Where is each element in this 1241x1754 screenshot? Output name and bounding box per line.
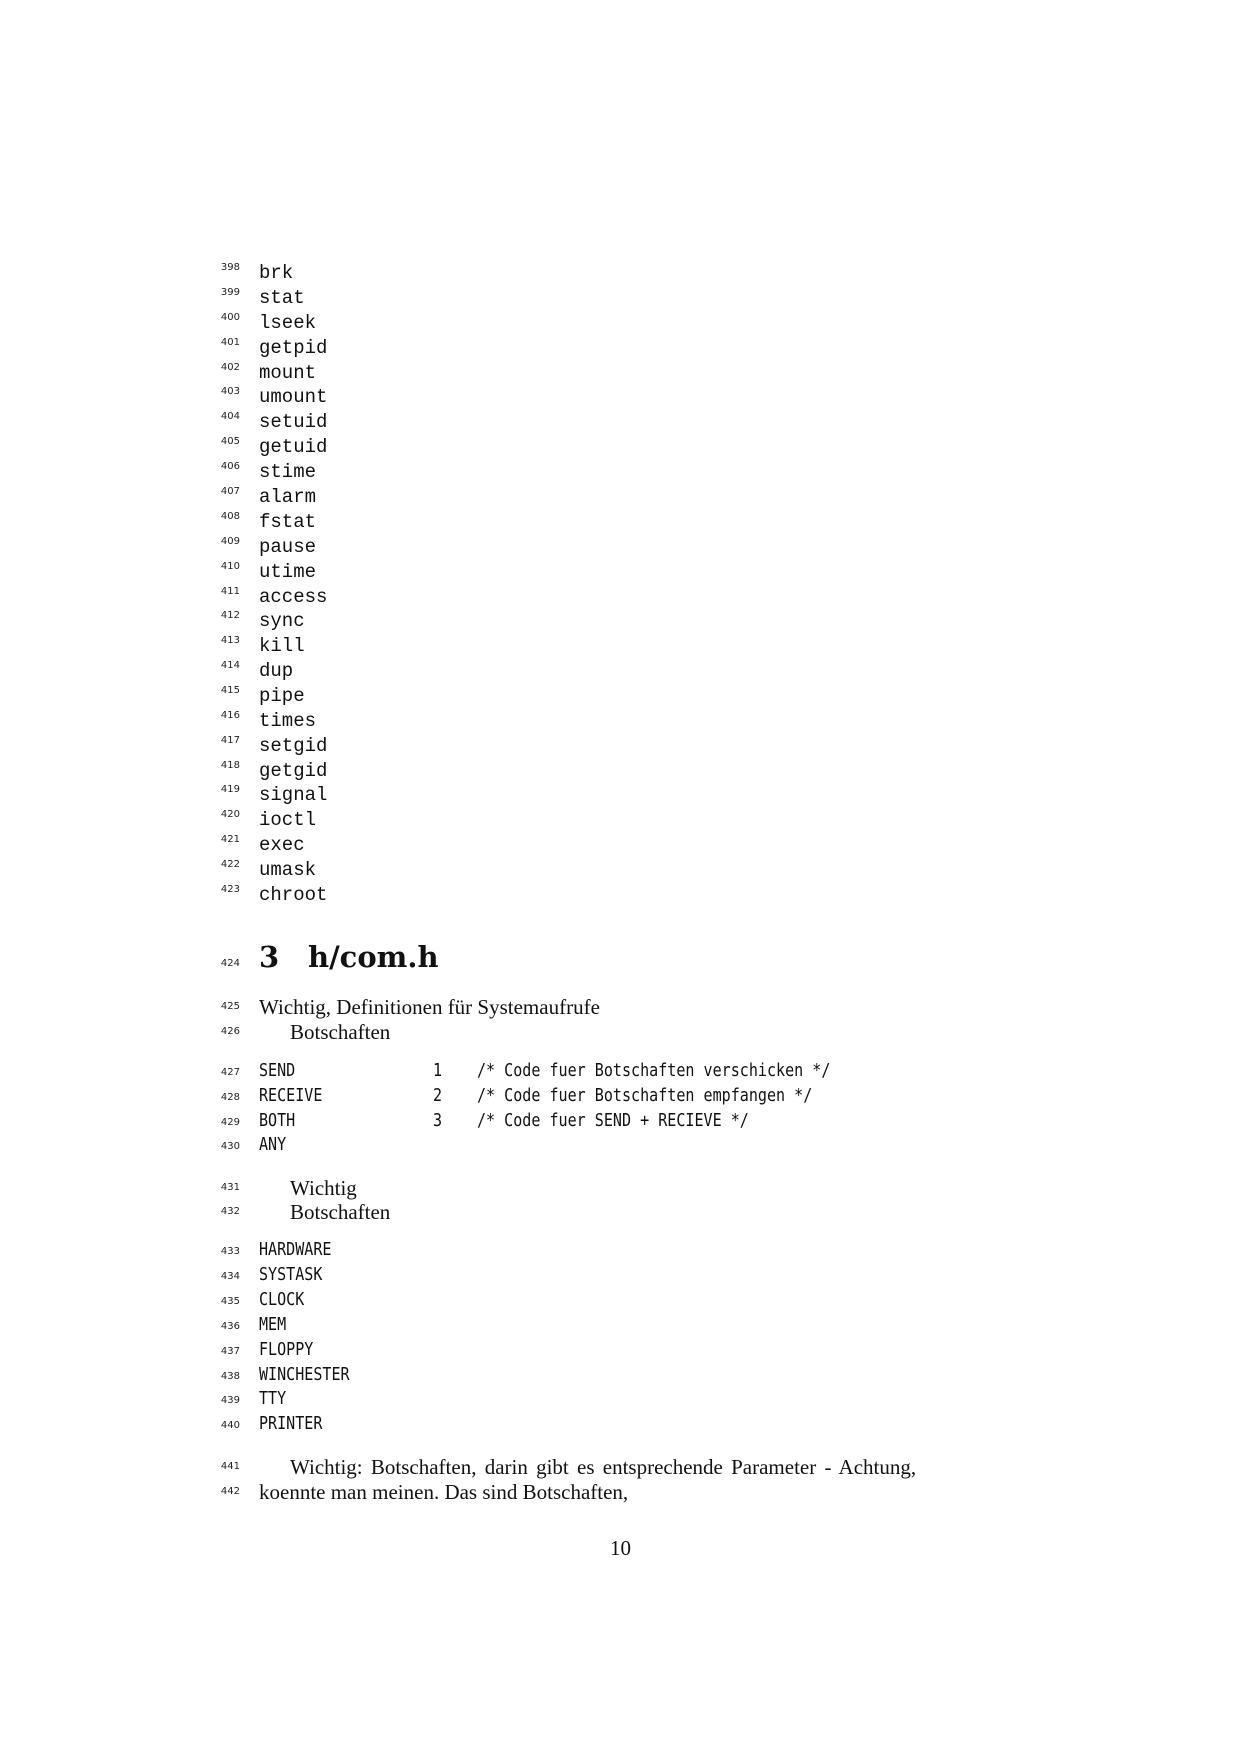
line-number: 417	[220, 735, 240, 746]
code-line	[0, 511, 1241, 536]
section-heading	[0, 940, 1241, 980]
code-line	[0, 262, 1241, 287]
code-text: ioctl	[259, 809, 317, 831]
line-number: 418	[220, 760, 240, 771]
line-number: 423	[220, 884, 240, 895]
code-line	[0, 362, 1241, 387]
task-line	[0, 1290, 1241, 1315]
code-text: mount	[259, 362, 317, 384]
define-line	[0, 1061, 1241, 1086]
code-line	[0, 337, 1241, 362]
code-line	[0, 386, 1241, 411]
code-line	[0, 561, 1241, 586]
define-name: RECEIVE	[259, 1086, 323, 1106]
code-text: umount	[259, 386, 328, 408]
text-line	[0, 1176, 1241, 1201]
code-text: pipe	[259, 685, 305, 707]
task-line	[0, 1340, 1241, 1365]
code-text: umask	[259, 859, 317, 881]
line-number: 436	[220, 1321, 240, 1332]
task-name: PRINTER	[259, 1414, 323, 1434]
line-number: 405	[220, 436, 240, 447]
task-name: SYSTASK	[259, 1265, 323, 1285]
code-line	[0, 536, 1241, 561]
code-line	[0, 884, 1241, 909]
note-text: Wichtig	[290, 1176, 357, 1200]
line-number: 440	[220, 1420, 240, 1431]
task-name: TTY	[259, 1389, 287, 1409]
code-text: setuid	[259, 411, 328, 433]
line-number: 416	[220, 710, 240, 721]
paragraph-line	[0, 1480, 1241, 1505]
code-line	[0, 287, 1241, 312]
code-text: chroot	[259, 884, 328, 906]
code-text: kill	[259, 635, 305, 657]
intro-text: Botschaften	[290, 1020, 391, 1044]
line-number: 411	[220, 586, 240, 597]
line-number: 404	[220, 411, 240, 422]
line-number: 425	[220, 1001, 240, 1012]
line-number: 439	[220, 1395, 240, 1406]
line-number: 398	[220, 262, 240, 273]
line-number: 402	[220, 362, 240, 373]
section-title: h/com.h	[308, 940, 439, 974]
task-line	[0, 1315, 1241, 1340]
line-number: 431	[220, 1182, 240, 1193]
code-line	[0, 809, 1241, 834]
code-line	[0, 586, 1241, 611]
text-line	[0, 995, 1241, 1020]
code-text: stime	[259, 461, 317, 483]
code-text: pause	[259, 536, 317, 558]
code-text: getuid	[259, 436, 328, 458]
line-number: 421	[220, 834, 240, 845]
code-line	[0, 436, 1241, 461]
code-text: sync	[259, 610, 305, 632]
code-line	[0, 735, 1241, 760]
task-line	[0, 1414, 1241, 1439]
line-number: 422	[220, 859, 240, 870]
code-text: exec	[259, 834, 305, 856]
line-number: 410	[220, 561, 240, 572]
line-number: 442	[220, 1486, 240, 1497]
define-name: SEND	[259, 1061, 296, 1081]
section-number: 3	[259, 940, 280, 974]
task-name: FLOPPY	[259, 1340, 314, 1360]
code-line	[0, 635, 1241, 660]
line-number: 413	[220, 635, 240, 646]
text-line	[0, 1020, 1241, 1045]
line-number: 419	[220, 784, 240, 795]
line-number: 408	[220, 511, 240, 522]
paragraph-text: Wichtig: Botschaften, darin gibt es entsprechende Parameter - Achtung,	[290, 1455, 917, 1479]
define-comment: /* Code fuer Botschaften empfangen */	[477, 1086, 813, 1106]
code-text: alarm	[259, 486, 317, 508]
line-number: 401	[220, 337, 240, 348]
line-number: 434	[220, 1271, 240, 1282]
define-comment: /* Code fuer Botschaften verschicken */	[477, 1061, 831, 1081]
define-value: 1	[433, 1061, 443, 1081]
line-number: 437	[220, 1346, 240, 1357]
define-comment: /* Code fuer SEND + RECIEVE */	[477, 1111, 749, 1131]
line-number: 427	[220, 1067, 240, 1078]
task-name: MEM	[259, 1315, 287, 1335]
task-line	[0, 1365, 1241, 1390]
code-line	[0, 760, 1241, 785]
define-value: 3	[433, 1111, 443, 1131]
code-text: times	[259, 710, 317, 732]
code-line	[0, 859, 1241, 884]
code-text: signal	[259, 784, 328, 806]
define-line	[0, 1111, 1241, 1136]
line-number: 438	[220, 1371, 240, 1382]
code-text: access	[259, 586, 328, 608]
code-line	[0, 685, 1241, 710]
code-text: setgid	[259, 735, 328, 757]
code-line	[0, 486, 1241, 511]
paragraph-text: koennte man meinen. Das sind Botschaften,	[259, 1480, 629, 1504]
code-line	[0, 834, 1241, 859]
task-line	[0, 1389, 1241, 1414]
line-number: 403	[220, 386, 240, 397]
code-text: lseek	[259, 312, 317, 334]
code-line	[0, 610, 1241, 635]
line-number: 429	[220, 1117, 240, 1128]
line-number: 432	[220, 1206, 240, 1217]
line-number: 406	[220, 461, 240, 472]
code-text: brk	[259, 262, 294, 284]
paragraph-line	[0, 1455, 1241, 1480]
define-value: 2	[433, 1086, 443, 1106]
line-number: 426	[220, 1026, 240, 1037]
code-line	[0, 710, 1241, 735]
line-number: 409	[220, 536, 240, 547]
define-name: ANY	[259, 1135, 287, 1155]
intro-text: Wichtig, Definitionen für Systemaufrufe	[259, 995, 600, 1019]
line-number: 433	[220, 1246, 240, 1257]
line-number: 428	[220, 1092, 240, 1103]
line-number: 441	[220, 1461, 240, 1472]
code-line	[0, 784, 1241, 809]
define-name: BOTH	[259, 1111, 296, 1131]
define-line	[0, 1135, 1241, 1160]
task-name: WINCHESTER	[259, 1365, 350, 1385]
define-line	[0, 1086, 1241, 1111]
line-number: 430	[220, 1141, 240, 1152]
line-number: 400	[220, 312, 240, 323]
task-name: HARDWARE	[259, 1240, 332, 1260]
code-text: getpid	[259, 337, 328, 359]
line-number: 414	[220, 660, 240, 671]
code-line	[0, 660, 1241, 685]
page-number: 10	[610, 1536, 631, 1560]
line-number: 420	[220, 809, 240, 820]
task-name: CLOCK	[259, 1290, 305, 1310]
code-line	[0, 312, 1241, 337]
line-number: 407	[220, 486, 240, 497]
code-text: getgid	[259, 760, 328, 782]
task-line	[0, 1265, 1241, 1290]
line-number: 424	[220, 958, 240, 969]
code-text: utime	[259, 561, 317, 583]
line-number: 399	[220, 287, 240, 298]
code-text: fstat	[259, 511, 317, 533]
code-text: stat	[259, 287, 305, 309]
code-text: dup	[259, 660, 294, 682]
line-number: 435	[220, 1296, 240, 1307]
note-text: Botschaften	[290, 1200, 391, 1224]
line-number: 415	[220, 685, 240, 696]
line-number: 412	[220, 610, 240, 621]
code-line	[0, 461, 1241, 486]
text-line	[0, 1200, 1241, 1225]
code-line	[0, 411, 1241, 436]
task-line	[0, 1240, 1241, 1265]
